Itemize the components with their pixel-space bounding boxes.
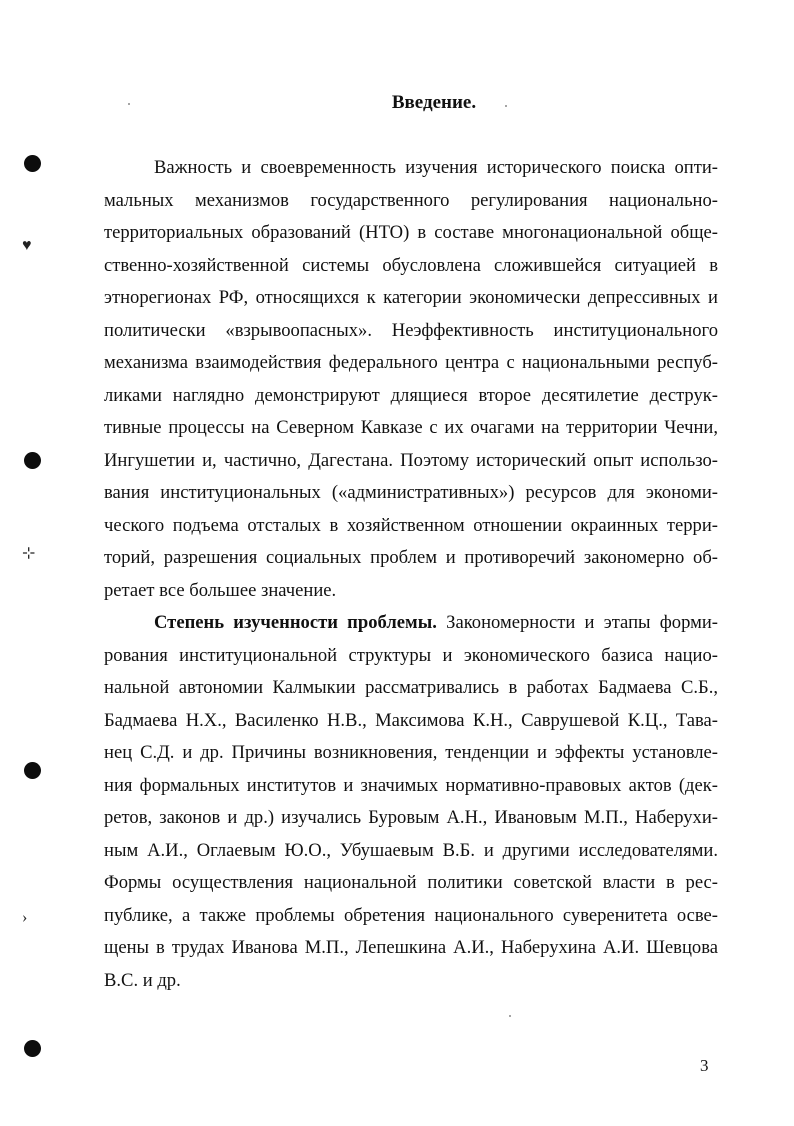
- binder-hole-3: [24, 762, 41, 779]
- text-line: территориальных образований (НТО) в составе многонациональной обще-: [104, 222, 718, 243]
- heading-continuation: Закономерности и этапы форми-: [446, 612, 719, 633]
- document-body: [104, 152, 718, 997]
- text-line: щены в трудах Иванова М.П., Лепешкина А.И., Наберухина А.И. Шевцова: [104, 937, 718, 958]
- text-line: ретает все большее значение.: [104, 579, 337, 601]
- paragraph-importance: [104, 152, 718, 607]
- scan-speck-3: [509, 1015, 511, 1017]
- text-line: рования институциональной структуры и экономического базиса нацио-: [104, 644, 718, 666]
- scan-mark-1: ♥: [22, 237, 32, 254]
- text-line: механизма взаимодействия федерального центра с национальными респуб-: [104, 352, 718, 373]
- page-number: 3: [700, 1056, 709, 1075]
- document-title: Введение.: [391, 92, 477, 113]
- paragraph-research-degree: [104, 607, 718, 997]
- text-line: ным А.И., Оглаевым Ю.О., Убушаевым В.Б. и другими исследователями.: [104, 839, 718, 861]
- text-line: вания институциональных («административных») ресурсов для экономи-: [104, 482, 718, 503]
- text-line: ческого подъема отсталых в хозяйственном отношении окраинных терри-: [104, 514, 718, 536]
- text-line: [104, 607, 718, 640]
- text-line: Бадмаева Н.Х., Василенко Н.В., Максимова К.Н., Саврушевой К.Ц., Тава-: [104, 709, 718, 731]
- binder-hole-4: [24, 1040, 41, 1057]
- text-line: нальной автономии Калмыкии рассматривались в работах Бадмаева С.Б.,: [104, 677, 718, 698]
- binder-hole-2: [24, 452, 41, 469]
- text-line: ственно-хозяйственной системы обусловлена сложившейся ситуацией в: [104, 254, 718, 276]
- text-line: нец С.Д. и др. Причины возникновения, тенденции и эффекты установле-: [104, 742, 718, 763]
- text-line: мальных механизмов государственного регулирования национально-: [104, 189, 718, 211]
- text-line: ретов, законов и др.) изучались Буровым А.Н., Ивановым М.П., Наберухи-: [104, 807, 718, 828]
- scan-mark-3: ›: [22, 909, 28, 926]
- text-line: торий, разрешения социальных проблем и противоречий закономерно об-: [104, 547, 718, 568]
- text-line: Ингушетии и, частично, Дагестана. Поэтому исторический опыт использо-: [104, 449, 718, 471]
- scan-mark-2: ⊹: [22, 545, 36, 562]
- text-line: тивные процессы на Северном Кавказе с их очагами на территории Чечни,: [104, 417, 718, 438]
- text-line: политически «взрывоопасных». Неэффективность институционального: [104, 319, 718, 341]
- text-line: этнорегионах РФ, относящихся к категории экономически депрессивных и: [104, 287, 718, 308]
- text-line: ния формальных институтов и значимых нормативно-правовых актов (дек-: [104, 774, 718, 796]
- text-line: публике, а также проблемы обретения национального суверенитета осве-: [104, 904, 718, 926]
- text-line: Формы осуществления национальной политики советской власти в рес-: [104, 872, 718, 893]
- text-line: ликами наглядно демонстрируют длящиеся второе десятилетие деструк-: [104, 384, 718, 406]
- text-line: Важность и своевременность изучения исторического поиска опти-: [154, 157, 718, 178]
- text-line: В.С. и др.: [104, 969, 181, 991]
- section-heading: Степень изученности проблемы.: [154, 612, 437, 633]
- binder-hole-1: [24, 155, 41, 172]
